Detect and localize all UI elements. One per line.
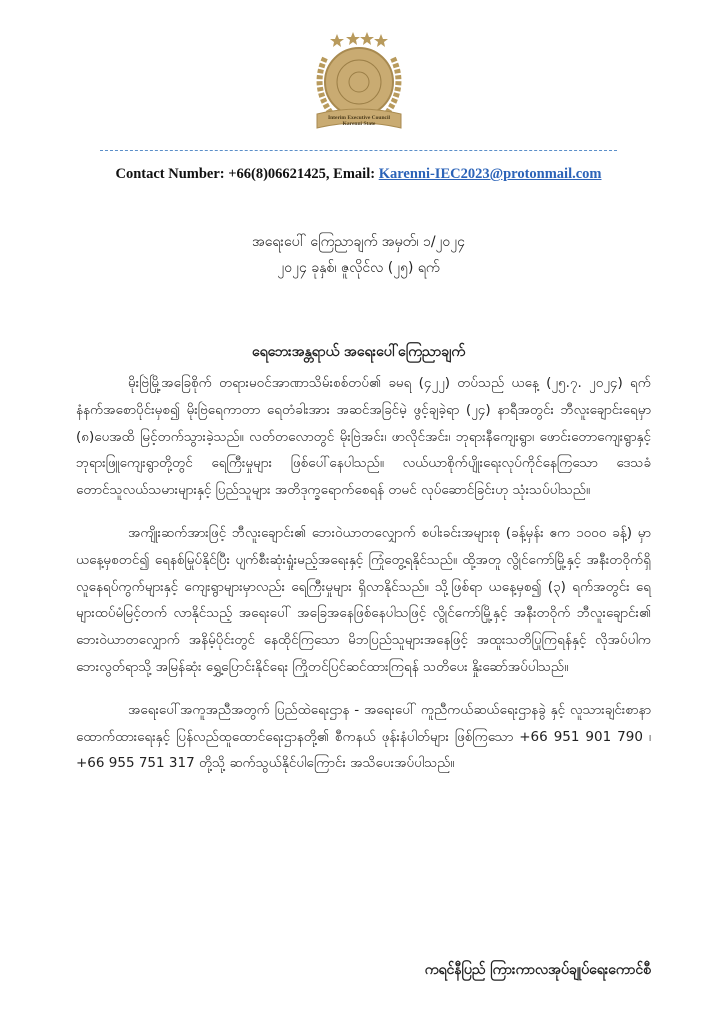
council-emblem-logo: [303, 28, 415, 140]
announcement-date: ၂၀၂၄ ခုနှစ်၊ ဇူလိုင်လ (၂၅) ရက်: [277, 260, 440, 276]
contact-number: Contact Number: +66(8)06621425, Email:: [115, 166, 379, 182]
signature: ကရင်နီပြည် ကြားကာလအုပ်ချုပ်ရေးကောင်စီ: [424, 962, 651, 978]
email-link[interactable]: Karenni-IEC2023@protonmail.com: [378, 166, 602, 182]
paragraph-1: မိုးဗြဲမြို့အခြေစိုက် တရားမဝင်အာဏာသိမ်းစစ်တပ်၏ ခမရ (၄၂၂) တပ်သည် ယနေ့ (၂၅.၇. ၂၀၂၄) ရက် နံနက်အစောပိုင်းမှစ၍ မိုးဗြဲရေကာတာ ရေတံခါးအား အဆင်အခြင်မဲ့ ဖွင့်ချခဲ့ရာ (၂၄) နာရီအတွင်း ဘီလူးချောင်းရေမှာ (၈)ပေအထိ မြင့်တက်သွားခဲ့သည်။ လတ်တလောတွင် မိုးဗြဲအင်း၊ ဖာလိုင်အင်း၊ ဘုရားနီကျေးရွာ၊ ဖောင်းတောကျေးရွာနှင့် ဘုရားဖြူကျေးရွာတို့တွင် ရေကြီးမှုများ ဖြစ်ပေါ်နေပါသည်။ လယ်ယာစိုက်ပျိုးရေးလုပ်ကိုင်နေကြသော ဒေသခံ တောင်သူလယ်သမားများနှင့် ပြည်သူများ အတိဒုက္ခရောက်စေရန် တမင် လုပ်ဆောင်ခြင်းဟု သုံးသပ်ပါသည်။: [76, 375, 651, 499]
announcement-body: [76, 370, 651, 777]
announcement-number: အရေးပေါ် ကြေညာချက် အမှတ်၊ ၁/၂၀၂၄: [251, 234, 466, 250]
announcement-title: ရေဘေးအန္တရာယ် အရေးပေါ်ကြေညာချက်: [251, 344, 466, 360]
contact-line: [0, 166, 717, 183]
paragraph-3: အရေးပေါ်အကူအညီအတွက် ပြည်ထဲရေးဌာန - အရေးပေါ် ကူညီကယ်ဆယ်ရေးဌာနခွဲ နှင့် လူသားချင်းစာနာထောက်ထားရေးနှင့် ပြန်လည်ထူထောင်ရေးဌာနတို့၏ စီကနယ် ဖုန်းနံပါတ်များ ဖြစ်ကြသော +66 951 901 790 ၊ +66 955 751 317 တို့သို့ ဆက်သွယ်နိုင်ပါကြောင်း အသိပေးအပ်ပါသည်။: [76, 701, 651, 772]
paragraph-2: အကျိုးဆက်အားဖြင့် ဘီလူးချောင်း၏ ဘေးဝဲယာတလျှောက် စပါးခင်းအများစု (ခန့်မှန်း ဧက ၁၀၀၀ ခန့်) မှာ ယနေ့မှစတင်၍ ရေနစ်မြုပ်နိုင်ပြီး ပျက်စီးဆုံးရှုံးမည့်အရေးနှင့် ကြုံတွေ့ရနိုင်သည်။ ထို့အတူ လွိုင်ကော်မြို့နှင့် အနီးတဝိုက်ရှိ လူနေရပ်ကွက်များနှင့် ကျေးရွာများမှာလည်း ရေကြီးမှုများ ရှိလာနိုင်သည်။ သို့ဖြစ်ရာ ယနေ့မှစ၍ (၃) ရက်အတွင်း ရေများထပ်မံမြင့်တက် လာနိုင်သည့် အရေးပေါ် အခြေအနေဖြစ်နေပါသဖြင့် လွိုင်ကော်မြို့နှင့် အနီးတဝိုက် ဘီလူးချောင်း၏ ဘေးဝဲယာတလျှောက် အနိမ့်ပိုင်းတွင် နေထိုင်ကြသော မိဘပြည်သူများအနေဖြင့် အထူးသတိပြုကြရန်နှင့် လိုအပ်ပါက ဘေးလွတ်ရာသို့ အမြန်ဆုံး ရွှေ့ပြောင်းနိုင်ရေး ကြိုတင်ပြင်ဆင်ထားကြရန် သတိပေး နှိုးဆော်အပ်ပါသည်။: [76, 524, 651, 675]
letterhead-divider: [100, 150, 617, 151]
logo-text-line1: Interim Executive Council: [327, 115, 391, 121]
logo-text-line2: Karenni State: [342, 121, 376, 127]
